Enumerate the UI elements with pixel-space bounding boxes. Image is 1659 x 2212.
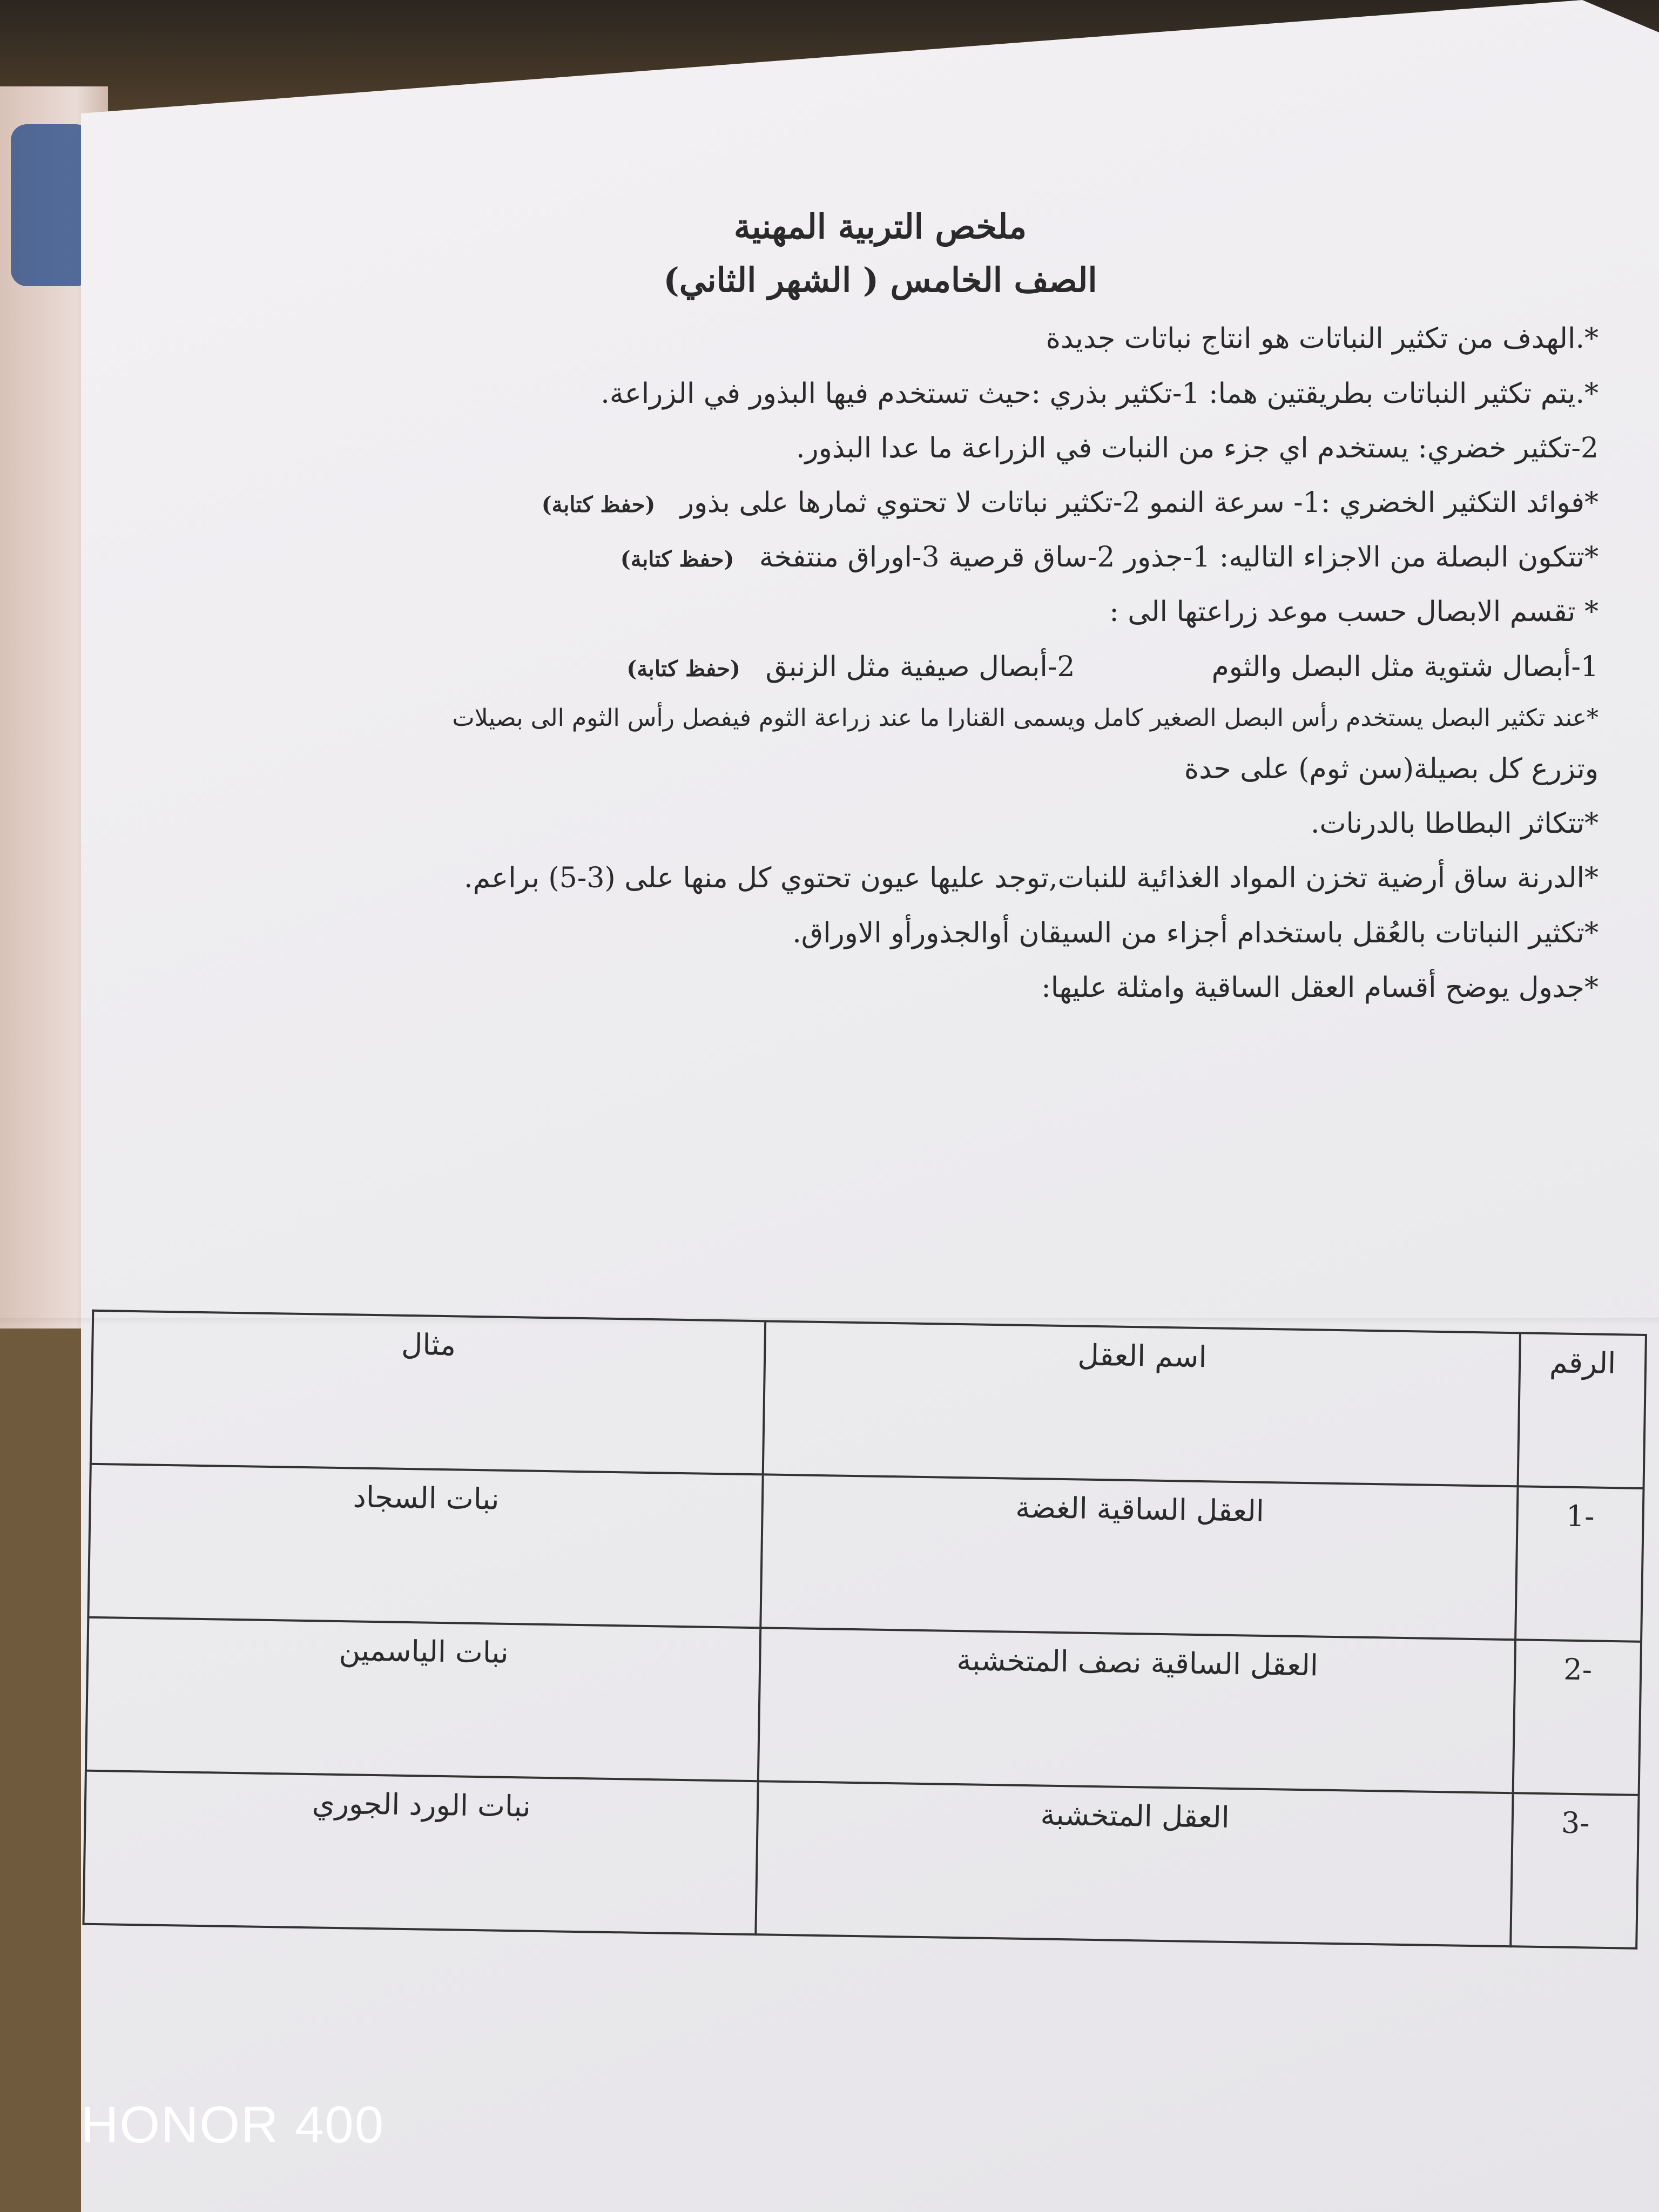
text-line-table-intro: *جدول يوضح أقسام العقل الساقية وامثلة عليها: [1041,971,1599,1004]
text-line-benefits-text: *فوائد التكثير الخضري :1- سرعة النمو 2-تكثير نباتات لا تحتوي ثمارها على بذور [680,486,1599,519]
cell-number: -2 [1513,1640,1641,1795]
table-header-row [91,1311,1646,1488]
text-line-vegetative: 2-تكثير خضري: يستخدم اي جزء من النبات في الزراعة ما عدا البذور. [796,431,1599,464]
cell-cutting-name: العقل الساقية نصف المتخشبة [758,1628,1515,1793]
cell-cutting-name: العقل الساقية الغضة [760,1474,1518,1640]
header-cutting-name: اسم العقل [763,1321,1520,1486]
text-line-onion-parts [162,535,1599,580]
text-line-benefits [162,481,1599,525]
cell-number: -3 [1510,1793,1638,1948]
cell-example: نبات الورد الجوري [83,1771,758,1935]
header-number: الرقم [1518,1333,1646,1488]
text-line-potato: *تتكاثر البطاطا بالدرنات. [1310,807,1599,840]
table-row [86,1617,1641,1795]
text-line-tuber: *الدرنة ساق أرضية تخزن المواد الغذائية للنبات,توجد عليها عيون تحتوي كل منها على (3-5) براعم. [464,862,1599,895]
background-object [11,124,92,286]
cell-number: -1 [1515,1486,1643,1642]
text-line-bulb-examples [162,645,1599,690]
text-line-bulb-types: * تقسم الابصال حسب موعد زراعتها الى : [1109,596,1599,629]
text-line-onion-parts-text: *تتكون البصلة من الاجزاء التاليه: 1-جذور 2-ساق قرصية 3-اوراق منتفخة [759,541,1599,574]
text-line-goal: *.الهدف من تكثير النباتات هو انتاج نباتات جديدة [1046,322,1599,355]
cell-example: نبات الياسمين [86,1617,760,1782]
header-example: مثال [91,1311,765,1475]
document-subtitle: الصف الخامس ( الشهر الثاني) [663,260,1097,300]
cell-example: نبات السجاد [88,1464,763,1628]
document-title: ملخص التربية المهنية [733,207,1027,246]
memorize-note: (حفظ كتابة) [620,547,734,572]
table-row [88,1464,1643,1642]
text-line-cuttings: *تكثير النباتات بالعُقل باستخدام أجزاء من السيقان أوالجذورأو الاوراق. [792,916,1599,949]
cuttings-table [82,1310,1647,1950]
text-line-methods: *.يتم تكثير النباتات بطريقتين هما: 1-تكثير بذري :حيث تستخدم فيها البذور في الزراعة. [601,377,1599,410]
camera-watermark: HONOR 400 [81,2096,385,2154]
memorize-note: (حفظ كتابة) [626,656,740,682]
cell-cutting-name: العقل المتخشبة [756,1781,1513,1946]
document-body [162,194,1599,1020]
text-line-onion-garlic: *عند تكثير البصل يستخدم رأس البصل الصغير كامل ويسمى القنارا ما عند زراعة الثوم فيفصل رأس الثوم الى بصيلات [452,704,1599,732]
memorize-note: (حفظ كتابة) [541,491,656,517]
text-line-garlic-clove: وتزرع كل بصيلة(سن ثوم) على حدة [1184,753,1599,786]
winter-bulbs: 1-أبصال شتوية مثل البصل والثوم [1211,650,1599,683]
summer-bulbs: 2-أبصال صيفية مثل الزنبق [765,650,1075,683]
table-row [83,1771,1638,1948]
